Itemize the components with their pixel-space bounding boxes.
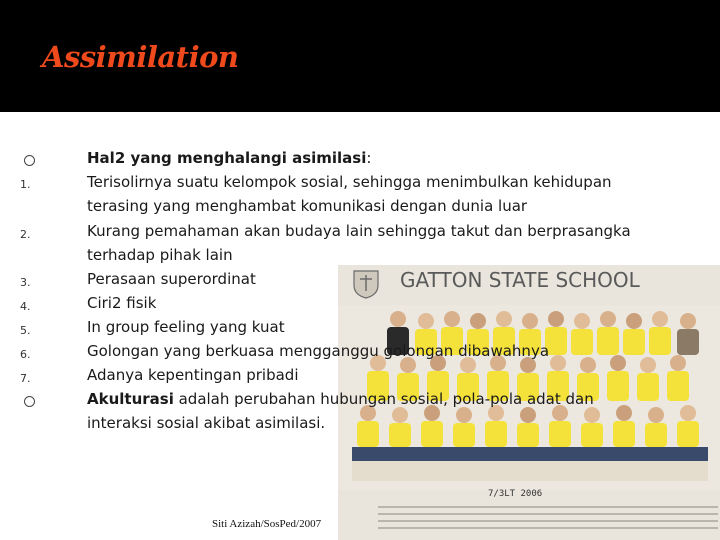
list-item-5: In group feeling yang kuat [87, 318, 285, 336]
list-item-2-line-2: terhadap pihak lain [87, 246, 233, 264]
photo-label: 7/3LT 2006 [488, 489, 543, 499]
photo-caption: GATTON STATE SCHOOL [400, 268, 640, 292]
list-item-7: Adanya kepentingan pribadi [87, 366, 299, 384]
list-marker: 1. [20, 178, 31, 191]
intro-label: Hal2 yang menghalangi asimilasi [87, 149, 367, 167]
list-item-6: Golongan yang berkuasa mengganggu golongan dibawahnya [87, 342, 550, 360]
list-marker: 3. [20, 276, 31, 289]
slide-title: Assimilation [42, 40, 239, 74]
list-marker: 4. [20, 300, 31, 313]
list-item-1-line-1: Terisolirnya suatu kelompok sosial, sehingga menimbulkan kehidupan [87, 173, 612, 191]
list-item-3: Perasaan superordinat [87, 270, 256, 288]
hollow-bullet-icon [24, 396, 35, 407]
intro-suffix: : [366, 149, 372, 167]
intro-line [87, 149, 371, 167]
list-item-2-line-1: Kurang pemahaman akan budaya lain sehingga takut dan berprasangka [87, 222, 631, 240]
list-marker: 7. [20, 372, 31, 385]
list-marker: 6. [20, 348, 31, 361]
closing-line-1-rest: adalah perubahan hubungan sosial, pola-pola adat dan [173, 390, 594, 408]
list-marker: 5. [20, 324, 31, 337]
list-marker: 2. [20, 228, 31, 241]
hollow-bullet-icon [24, 155, 35, 166]
slide-footer: Siti Azizah/SosPed/2007 [212, 518, 322, 530]
closing-line-2: interaksi sosial akibat asimilasi. [87, 414, 326, 432]
list-item-4: Ciri2 fisik [87, 294, 157, 312]
closing-term: Akulturasi [87, 390, 174, 408]
closing-line-1 [87, 390, 594, 408]
list-item-1-line-2: terasing yang menghambat komunikasi dengan dunia luar [87, 197, 528, 215]
